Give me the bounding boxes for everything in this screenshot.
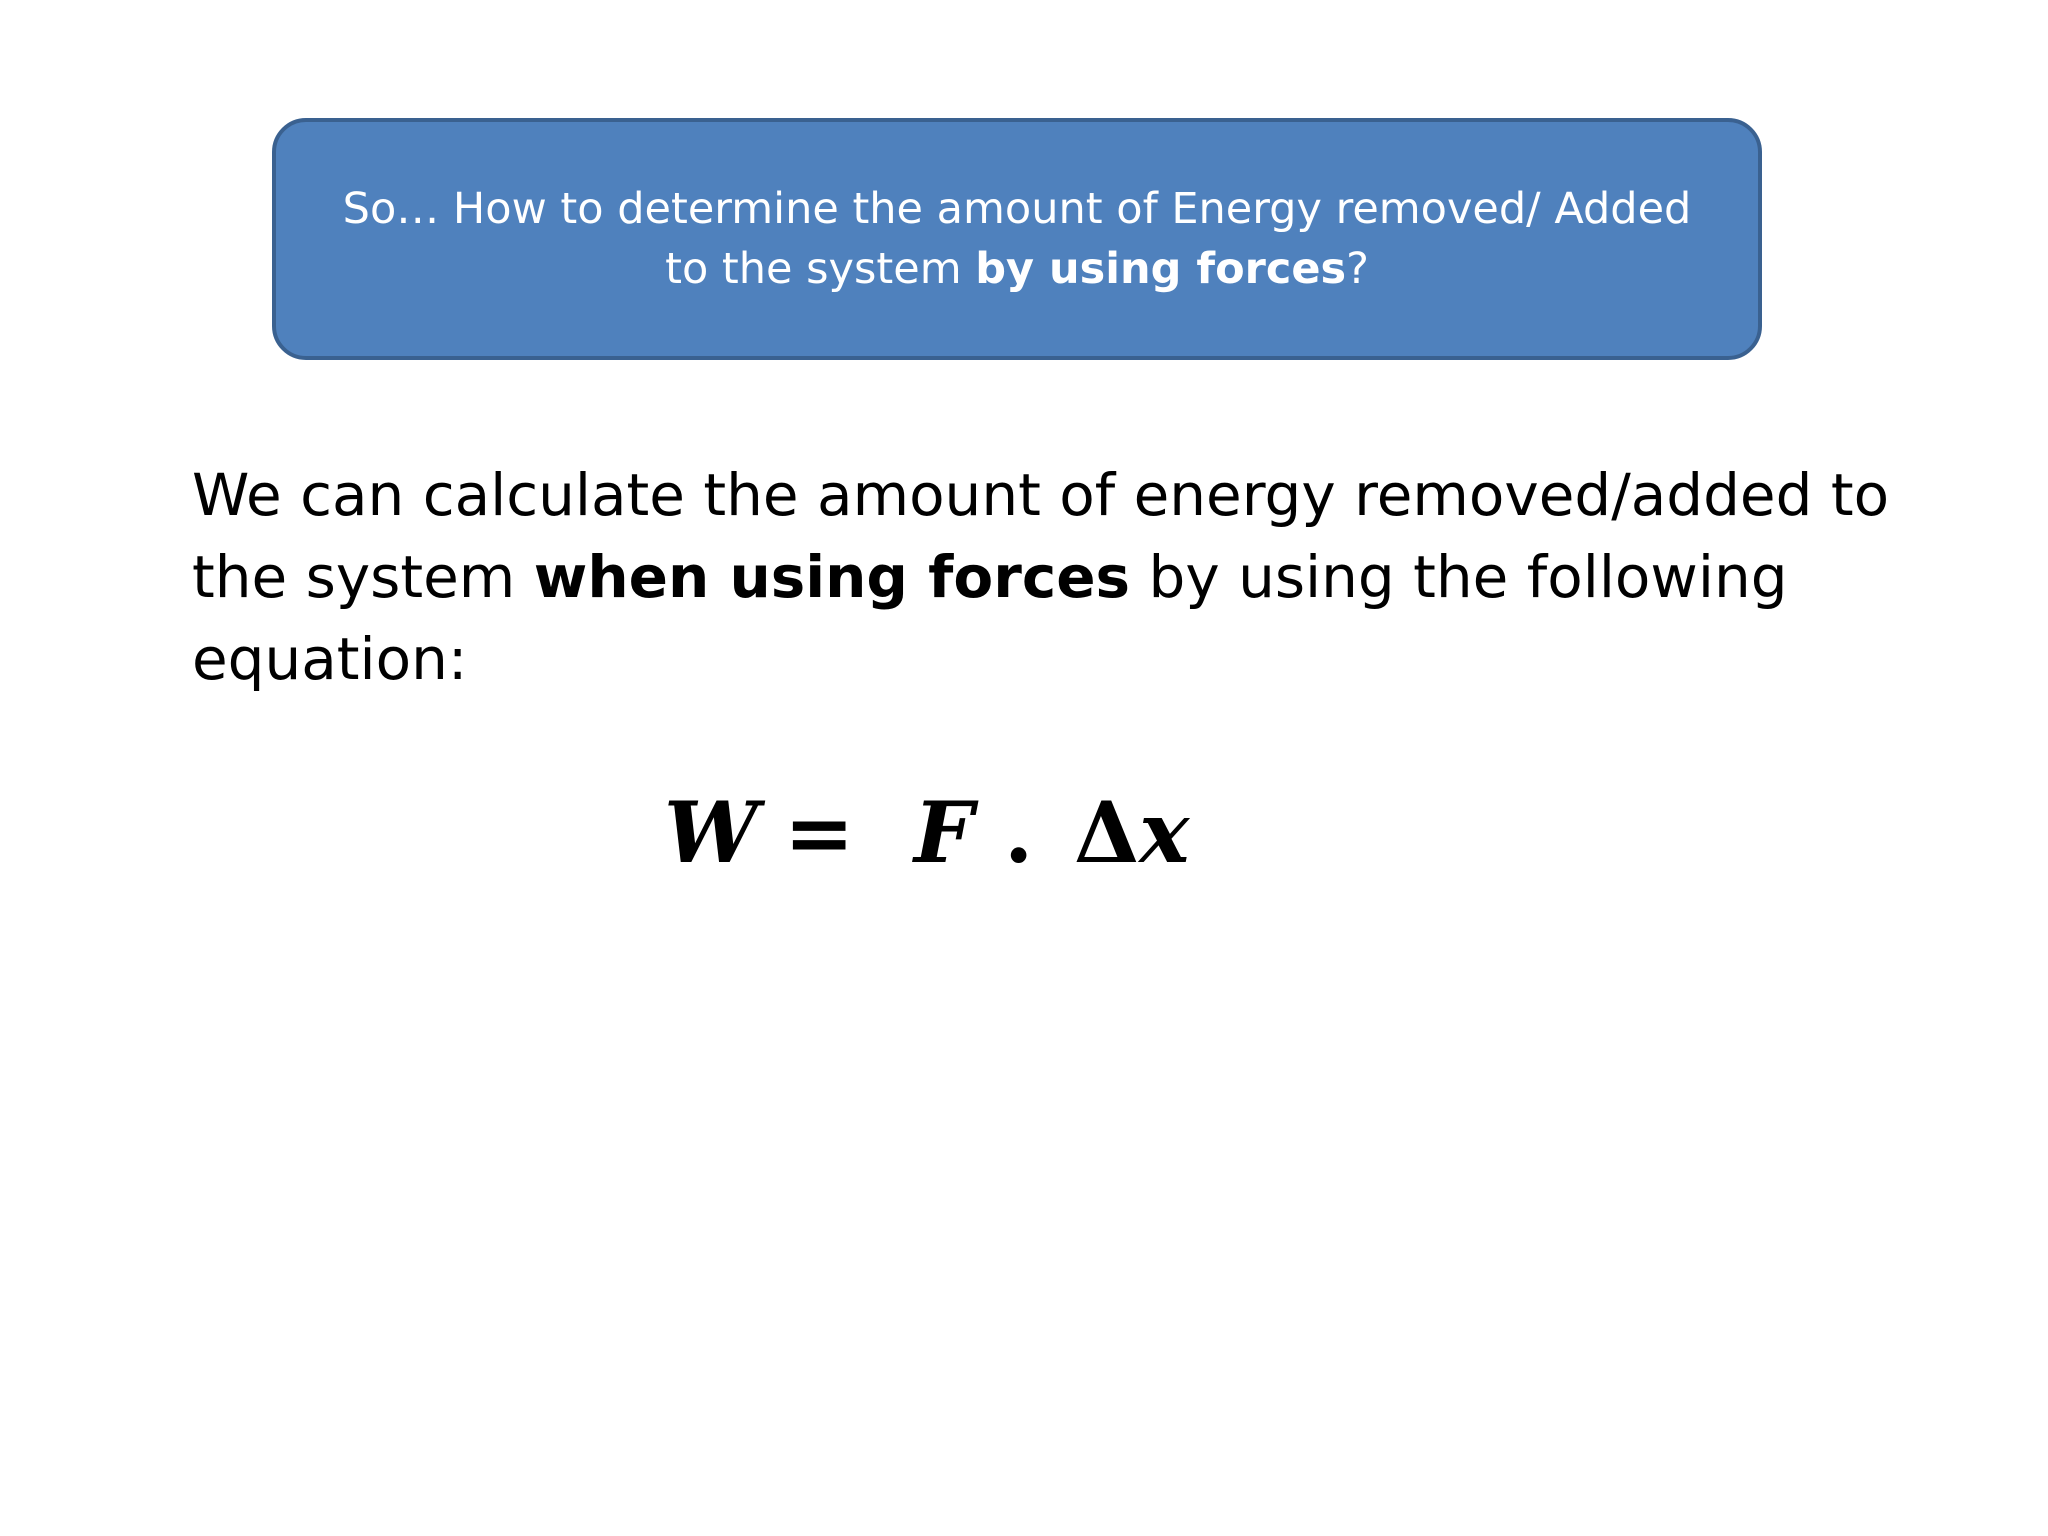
body-text-suffix: by using the following equation: (192, 543, 1788, 693)
work-equation (664, 778, 1189, 888)
equation-displacement-symbol: x (1139, 783, 1190, 882)
equation-work-symbol: W (664, 783, 759, 882)
body-text-prefix: We can calculate the amount of energy removed/added to the system (192, 461, 1890, 611)
equation-equals: = (784, 783, 855, 882)
question-banner (272, 118, 1762, 360)
equation-force-symbol: F (914, 783, 974, 882)
equation-dot-operator: . (1004, 783, 1034, 882)
body-text-bold: when using forces (533, 543, 1131, 611)
body-paragraph (192, 454, 1892, 700)
banner-text-prefix: So… How to determine the amount of Energy removed/ Added to the system (342, 184, 1692, 294)
banner-text (326, 179, 1708, 299)
equation-delta-symbol: Δ (1074, 783, 1140, 882)
banner-text-suffix: ? (1346, 244, 1369, 294)
banner-text-bold: by using forces (975, 244, 1347, 294)
